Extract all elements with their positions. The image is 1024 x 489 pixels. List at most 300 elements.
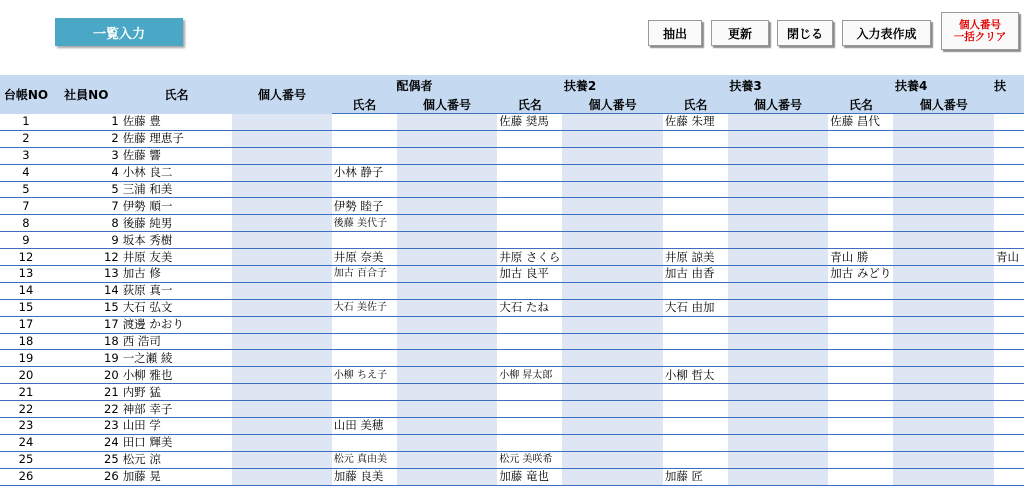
employee-no-cell: 19 [52,350,121,367]
spouse-name-cell: 大石 美佐子 [332,299,397,316]
spouse-personal-no-input[interactable] [397,367,498,384]
dependent-4-name-cell: 加古 みどり [830,266,892,281]
table-row [0,418,1024,435]
dependent-3-personal-no-input[interactable] [728,468,829,485]
table-row [0,434,1024,451]
dependent-4-name-cell [828,333,893,350]
table-row [0,316,1024,333]
dependent-3-personal-no-input[interactable] [728,401,829,418]
personal-no-input[interactable] [232,418,332,435]
employee-no-cell: 5 [52,181,121,198]
dependent-4-personal-no-input[interactable] [893,418,994,435]
ledger-no-cell: 1 [0,114,52,131]
dependent-2-name-cell [497,418,562,435]
spouse-personal-no-input[interactable] [397,451,498,468]
personal-no-input[interactable] [232,147,332,164]
employee-no-cell: 23 [52,418,121,435]
employee-no-cell: 14 [52,282,121,299]
dependent-4-name-cell [828,350,893,367]
dependent-3-personal-no-input[interactable] [728,367,829,384]
header-ledger-no: 台帳NO [0,75,52,114]
header-dependent-5: 扶 [994,75,1024,95]
dependent-2-name-cell: 小柳 昇太郎 [497,367,562,384]
spouse-personal-no-input[interactable] [397,181,498,198]
dependent-4-name-cell [828,367,893,384]
create-input-form-button[interactable]: 入力表作成 [842,20,931,46]
spouse-personal-no-input[interactable] [397,350,498,367]
dependent-4-personal-no-input[interactable] [893,333,994,350]
dependent-4-name-cell [828,299,893,316]
spouse-name-cell [332,350,397,367]
spouse-name-cell: 小林 静子 [332,164,397,181]
spouse-personal-no-input[interactable] [397,434,498,451]
table-row [0,299,1024,316]
subheader-name: 氏名 [497,95,562,114]
dependent-2-personal-no-input[interactable] [562,198,663,215]
dependent-4-personal-no-input[interactable] [893,316,994,333]
dependent-2-personal-no-input[interactable] [562,266,663,283]
table-row [0,232,1024,249]
spouse-name-cell: 加藤 良美 [332,468,397,485]
spouse-name-cell [332,384,397,401]
dependent-5-name-cell [994,130,1024,147]
dependent-4-personal-no-input[interactable] [893,282,994,299]
dependent-3-name-cell: 佐藤 朱理 [663,114,728,131]
employee-table [0,75,1024,486]
spouse-name-cell [332,130,397,147]
dependent-3-personal-no-input[interactable] [728,181,829,198]
dependent-2-name-cell: 大石 たね [497,299,562,316]
dependent-4-name-cell [828,316,893,333]
dependent-4-personal-no-input[interactable] [893,164,994,181]
dependent-2-personal-no-input[interactable] [562,384,663,401]
dependent-2-name-cell: 松元 美咲希 [497,451,562,468]
dependent-2-name-cell: 佐藤 奨馬 [497,114,562,131]
ledger-no-cell: 24 [0,434,52,451]
header-name: 氏名 [121,75,233,114]
spouse-personal-no-input[interactable] [397,114,498,131]
employee-name-cell: 小柳 雅也 [121,367,233,384]
dependent-3-personal-no-input[interactable] [728,434,829,451]
dependent-3-name-cell [663,232,728,249]
subheader-name: 氏名 [828,95,893,114]
dependent-2-personal-no-input[interactable] [562,468,663,485]
employee-no-cell: 18 [52,333,121,350]
employee-no-cell: 8 [52,215,121,232]
dependent-4-personal-no-input[interactable] [893,215,994,232]
spouse-personal-no-input[interactable] [397,198,498,215]
employee-name-cell: 一之瀬 綾 [121,350,233,367]
personal-no-input[interactable] [232,232,332,249]
ledger-no-cell: 4 [0,164,52,181]
list-input-button[interactable]: 一覧入力 [55,18,183,46]
dependent-3-personal-no-input[interactable] [728,282,829,299]
personal-no-input[interactable] [232,350,332,367]
personal-no-input[interactable] [232,316,332,333]
dependent-4-personal-no-input[interactable] [893,181,994,198]
ledger-no-cell: 9 [0,232,52,249]
dependent-4-personal-no-input[interactable] [893,384,994,401]
dependent-3-personal-no-input[interactable] [728,350,829,367]
spouse-personal-no-input[interactable] [397,299,498,316]
employee-no-cell: 22 [52,401,121,418]
dependent-5-name-cell [994,333,1024,350]
spouse-personal-no-input[interactable] [397,333,498,350]
employee-no-cell: 21 [52,384,121,401]
dependent-3-personal-no-input[interactable] [728,215,829,232]
close-button[interactable]: 閉じる [777,20,833,46]
personal-no-input[interactable] [232,451,332,468]
dependent-3-name-cell: 加古 由香 [663,266,728,283]
spouse-personal-no-input[interactable] [397,282,498,299]
table-row [0,198,1024,215]
header-dependent-4: 扶養4 [828,75,994,95]
dependent-2-personal-no-input[interactable] [562,367,663,384]
dependent-4-name-cell [828,130,893,147]
dependent-2-personal-no-input[interactable] [562,249,663,266]
dependent-2-personal-no-input[interactable] [562,164,663,181]
employee-no-cell: 25 [52,451,121,468]
employee-name-cell: 西 浩司 [121,333,233,350]
personal-no-input[interactable] [232,401,332,418]
dependent-4-name-cell [828,181,893,198]
employee-no-cell: 12 [52,249,121,266]
dependent-3-name-cell [663,198,728,215]
spouse-name-cell [332,181,397,198]
dependent-5-name-cell [994,181,1024,198]
dependent-2-name-cell [497,215,562,232]
dependent-3-personal-no-input[interactable] [728,316,829,333]
dependent-3-personal-no-input[interactable] [728,266,829,283]
dependent-3-personal-no-input[interactable] [728,418,829,435]
spouse-personal-no-input[interactable] [397,316,498,333]
table-row [0,367,1024,384]
dependent-4-personal-no-input[interactable] [893,350,994,367]
subheader-name: 氏名 [663,95,728,114]
dependent-2-name-cell [497,164,562,181]
employee-name-cell: 加藤 晃 [121,468,233,485]
spouse-personal-no-input[interactable] [397,249,498,266]
employee-name-cell: 佐藤 理恵子 [121,130,233,147]
personal-no-input[interactable] [232,282,332,299]
dependent-4-name-cell [828,401,893,418]
dependent-5-name-cell [994,147,1024,164]
personal-no-input[interactable] [232,367,332,384]
table-row [0,130,1024,147]
dependent-3-personal-no-input[interactable] [728,249,829,266]
dependent-4-personal-no-input[interactable] [893,299,994,316]
dependent-5-name-cell [994,198,1024,215]
dependent-2-name-cell: 井原 さくら [499,249,561,264]
dependent-4-personal-no-input[interactable] [893,198,994,215]
dependent-2-personal-no-input[interactable] [562,299,663,316]
spouse-name-cell: 小柳 ちえ子 [332,367,397,384]
personal-no-input[interactable] [232,384,332,401]
spouse-personal-no-input[interactable] [397,418,498,435]
spouse-name-cell [332,114,397,131]
dependent-4-personal-no-input[interactable] [893,401,994,418]
dependent-4-personal-no-input[interactable] [893,367,994,384]
ledger-no-cell: 12 [0,249,52,266]
employee-name-cell: 神部 幸子 [121,401,233,418]
header-personal-no: 個人番号 [232,75,332,114]
ledger-no-cell: 15 [0,299,52,316]
dependent-4-name-cell [828,451,893,468]
dependent-4-personal-no-input[interactable] [893,114,994,131]
dependent-2-personal-no-input[interactable] [562,434,663,451]
dependent-2-personal-no-input[interactable] [562,316,663,333]
dependent-5-name-cell [994,266,1024,283]
table-row [0,266,1024,283]
employee-no-cell: 7 [52,198,121,215]
employee-no-cell: 20 [52,367,121,384]
dependent-5-name-cell [994,215,1024,232]
dependent-3-name-cell [663,316,728,333]
personal-no-input[interactable] [232,468,332,485]
employee-name-cell: 松元 涼 [121,451,233,468]
table-row [0,333,1024,350]
personal-no-input[interactable] [232,434,332,451]
dependent-5-name-cell [994,282,1024,299]
employee-name-cell: 内野 猛 [121,384,233,401]
dependent-4-name-cell [828,198,893,215]
ledger-no-cell: 21 [0,384,52,401]
dependent-3-name-cell: 小柳 哲太 [663,367,728,384]
dependent-3-name-cell [663,147,728,164]
dependent-4-personal-no-input[interactable] [893,147,994,164]
employee-no-cell: 13 [52,266,121,283]
dependent-2-name-cell [497,147,562,164]
spouse-name-cell [332,147,397,164]
spouse-personal-no-input[interactable] [397,384,498,401]
subheader-name-partial [994,95,1024,114]
personal-no-input[interactable] [232,333,332,350]
table-row [0,215,1024,232]
personal-no-input[interactable] [232,164,332,181]
dependent-2-name-cell: 加藤 竜也 [497,468,562,485]
dependent-3-name-cell: 加藤 匠 [663,468,728,485]
dependent-5-name-cell [994,434,1024,451]
dependent-4-personal-no-input[interactable] [893,232,994,249]
spouse-name-cell [332,232,397,249]
spouse-name-cell: 井原 奈美 [332,249,397,266]
ledger-no-cell: 7 [0,198,52,215]
dependent-2-personal-no-input[interactable] [562,147,663,164]
dependent-4-name-cell [828,468,893,485]
employee-no-cell: 3 [52,147,121,164]
dependent-5-name-cell [994,114,1024,131]
spouse-name-cell [332,333,397,350]
personal-no-input[interactable] [232,266,332,283]
header-dependent-3: 扶養3 [663,75,828,95]
subheader-personal-no: 個人番号 [893,95,994,114]
dependent-3-name-cell [663,215,728,232]
spouse-personal-no-input[interactable] [397,215,498,232]
employee-no-cell: 2 [52,130,121,147]
subheader-personal-no: 個人番号 [397,95,498,114]
dependent-2-name-cell [497,130,562,147]
spouse-name-cell: 加古 百合子 [332,266,397,283]
dependent-5-name-cell [994,164,1024,181]
table-row [0,282,1024,299]
ledger-no-cell: 23 [0,418,52,435]
dependent-3-name-cell: 大石 由加 [663,299,728,316]
spouse-name-cell [332,316,397,333]
dependent-2-name-cell [497,401,562,418]
dependent-4-name-cell [828,418,893,435]
dependent-4-name-cell [828,147,893,164]
dependent-5-name-cell [994,367,1024,384]
table-row [0,350,1024,367]
personal-no-input[interactable] [232,114,332,131]
dependent-3-personal-no-input[interactable] [728,130,829,147]
personal-no-input[interactable] [232,198,332,215]
dependent-5-name-cell [994,468,1024,485]
extract-button[interactable]: 抽出 [648,20,702,46]
spouse-personal-no-input[interactable] [397,232,498,249]
header-dependent-2: 扶養2 [497,75,663,95]
dependent-2-personal-no-input[interactable] [562,130,663,147]
employee-name-cell: 渡邊 かおり [121,316,233,333]
ledger-no-cell: 14 [0,282,52,299]
dependent-3-name-cell: 井原 諒美 [663,249,728,266]
dependent-3-personal-no-input[interactable] [728,451,829,468]
dependent-4-personal-no-input[interactable] [893,266,994,283]
dependent-2-personal-no-input[interactable] [562,215,663,232]
dependent-2-personal-no-input[interactable] [562,232,663,249]
dependent-4-personal-no-input[interactable] [893,468,994,485]
employee-name-cell: 佐藤 豊 [121,114,233,131]
dependent-3-personal-no-input[interactable] [728,198,829,215]
table-row [0,249,1024,266]
employee-name-cell: 加古 修 [121,266,233,283]
ledger-no-cell: 22 [0,401,52,418]
dependent-3-name-cell [663,384,728,401]
dependent-3-name-cell [663,350,728,367]
dependent-5-name-cell [994,401,1024,418]
dependent-2-personal-no-input[interactable] [562,418,663,435]
update-button[interactable]: 更新 [711,20,769,46]
spouse-personal-no-input[interactable] [397,147,498,164]
spouse-personal-no-input[interactable] [397,401,498,418]
personal-no-input[interactable] [232,215,332,232]
dependent-2-name-cell: 加古 良平 [497,266,562,283]
spouse-name-cell [332,401,397,418]
employee-no-cell: 17 [52,316,121,333]
dependent-4-name-cell: 青山 勝 [828,249,893,266]
dependent-2-personal-no-input[interactable] [562,114,663,131]
dependent-3-name-cell [663,130,728,147]
subheader-name: 氏名 [332,95,397,114]
dependent-2-personal-no-input[interactable] [562,350,663,367]
spouse-personal-no-input[interactable] [397,130,498,147]
dependent-3-name-cell [663,434,728,451]
dependent-5-name-cell [994,316,1024,333]
spouse-name-cell [332,434,397,451]
dependent-2-personal-no-input[interactable] [562,333,663,350]
dependent-3-name-cell [663,418,728,435]
dependent-4-personal-no-input[interactable] [893,130,994,147]
dependent-3-personal-no-input[interactable] [728,164,829,181]
clear-personal-numbers-button[interactable] [941,12,1019,50]
dependent-5-name-cell [994,299,1024,316]
toolbar [0,20,1024,46]
dependent-2-name-cell [497,282,562,299]
dependent-2-personal-no-input[interactable] [562,282,663,299]
dependent-5-name-cell [994,350,1024,367]
ledger-no-cell: 19 [0,350,52,367]
dependent-5-name-cell [994,418,1024,435]
dependent-4-name-cell [828,215,893,232]
spouse-personal-no-input[interactable] [397,164,498,181]
dependent-2-name-cell [497,232,562,249]
dependent-3-personal-no-input[interactable] [728,384,829,401]
dependent-3-name-cell [663,333,728,350]
table-row [0,114,1024,131]
spouse-name-cell [332,282,397,299]
dependent-3-personal-no-input[interactable] [728,232,829,249]
employee-name-cell: 佐藤 響 [121,147,233,164]
ledger-no-cell: 18 [0,333,52,350]
dependent-3-personal-no-input[interactable] [728,299,829,316]
dependent-2-personal-no-input[interactable] [562,451,663,468]
dependent-2-name-cell [497,434,562,451]
dependent-2-personal-no-input[interactable] [562,401,663,418]
dependent-3-personal-no-input[interactable] [728,333,829,350]
dependent-2-name-cell [497,181,562,198]
dependent-2-name-cell [497,333,562,350]
employee-name-cell: 伊勢 順一 [121,198,233,215]
employee-no-cell: 4 [52,164,121,181]
employee-name-cell: 荻原 真一 [121,282,233,299]
dependent-3-personal-no-input[interactable] [728,114,829,131]
employee-no-cell: 24 [52,434,121,451]
spouse-personal-no-input[interactable] [397,266,498,283]
employee-no-cell: 26 [52,468,121,485]
table-row [0,384,1024,401]
dependent-3-name-cell [663,401,728,418]
employee-name-cell: 大石 弘文 [121,299,233,316]
dependent-4-personal-no-input[interactable] [893,434,994,451]
personal-no-input[interactable] [232,299,332,316]
dependent-3-name-cell [663,181,728,198]
personal-no-input[interactable] [232,181,332,198]
ledger-no-cell: 8 [0,215,52,232]
subheader-personal-no: 個人番号 [728,95,829,114]
employee-name-cell: 三浦 和美 [121,181,233,198]
dependent-3-name-cell [663,282,728,299]
personal-no-input[interactable] [232,130,332,147]
dependent-5-name-cell [994,451,1024,468]
spouse-personal-no-input[interactable] [397,468,498,485]
dependent-4-personal-no-input[interactable] [893,249,994,266]
dependent-4-name-cell [828,232,893,249]
employee-name-cell: 後藤 純男 [121,215,233,232]
dependent-4-name-cell: 佐藤 昌代 [828,114,893,131]
ledger-no-cell: 3 [0,147,52,164]
dependent-4-personal-no-input[interactable] [893,451,994,468]
table-row [0,164,1024,181]
employee-no-cell: 9 [52,232,121,249]
personal-no-input[interactable] [232,249,332,266]
employee-no-cell: 1 [52,114,121,131]
dependent-2-personal-no-input[interactable] [562,181,663,198]
clear-button-line2: 一括クリア [953,31,1007,43]
spouse-name-cell: 伊勢 睦子 [332,198,397,215]
employee-name-cell: 山田 学 [121,418,233,435]
dependent-3-personal-no-input[interactable] [728,147,829,164]
dependent-4-name-cell [828,282,893,299]
